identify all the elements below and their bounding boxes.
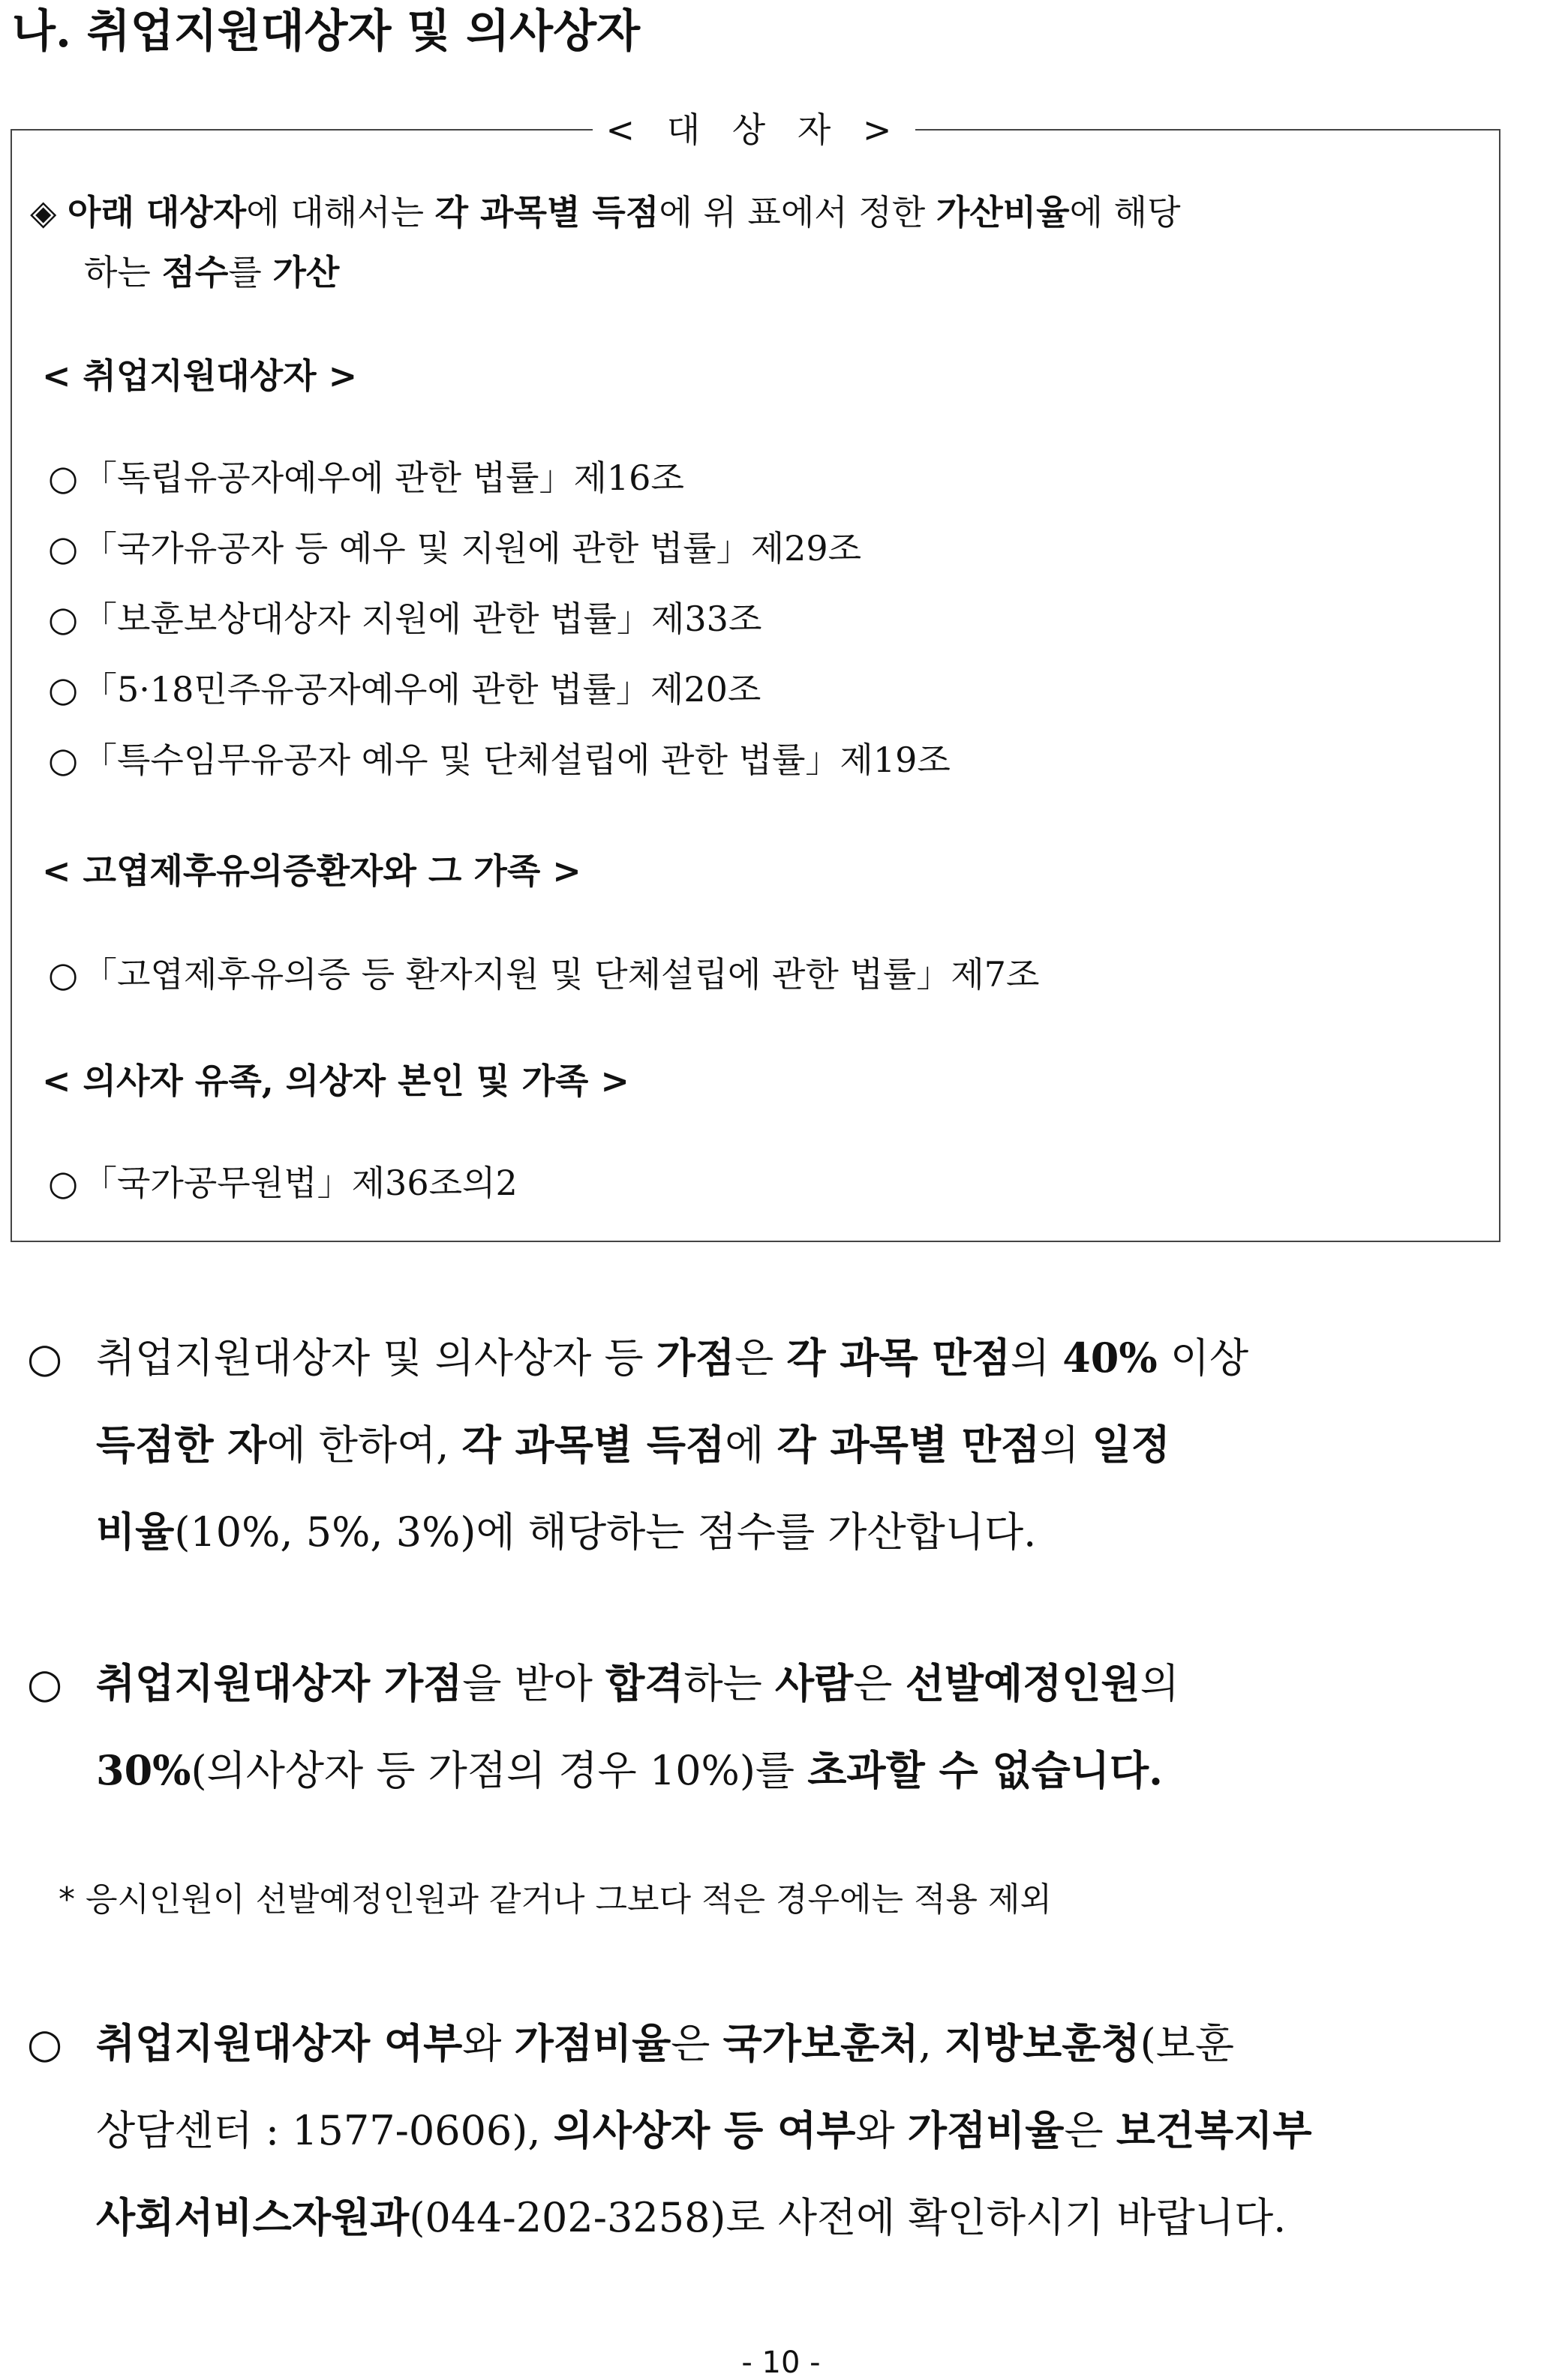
para-text: (10%, 5%, 3%)에 해당하는 점수를 가산합니다. bbox=[174, 1508, 1037, 1556]
list-item-text: 「고엽제후유의증 등 환자지원 및 단체설립에 관한 법률」제7조 bbox=[83, 954, 1040, 995]
intro-text: 에 위 표에서 정한 bbox=[659, 192, 936, 233]
para-text: 은 bbox=[1064, 2107, 1116, 2154]
circle-bullet-icon: ○ bbox=[48, 669, 79, 710]
footnote: * 응시인원이 선발예정인원과 같거나 그보다 적은 경우에는 적용 제외 bbox=[59, 1880, 1052, 1919]
para-text: 합격 bbox=[605, 1659, 684, 1707]
para1-line1 bbox=[27, 1328, 1248, 1388]
para-text: 가점비율 bbox=[907, 2106, 1065, 2154]
list-item bbox=[48, 525, 861, 572]
intro-text: 를 bbox=[228, 252, 273, 293]
para-text: 의 bbox=[1040, 1421, 1092, 1469]
para-text: 국가보훈처 bbox=[722, 2019, 919, 2067]
intro-text: 가산비율 bbox=[936, 192, 1070, 233]
para-text: (보훈 bbox=[1140, 2020, 1235, 2067]
para-text: 을 받아 bbox=[462, 1660, 606, 1707]
circle-bullet-icon: ○ bbox=[27, 2020, 63, 2067]
diamond-marker-icon: ◈ bbox=[30, 192, 57, 233]
para-text: 일정 bbox=[1092, 1421, 1170, 1469]
para-text: 사람 bbox=[774, 1659, 854, 1707]
para3-line3 bbox=[96, 2187, 1286, 2248]
para-text: 하는 bbox=[683, 1660, 775, 1707]
para-text: 은 bbox=[734, 1334, 787, 1382]
circle-bullet-icon: ○ bbox=[48, 1163, 79, 1203]
intro-text: 에 해당 bbox=[1069, 192, 1181, 233]
list-item-text: 「보훈보상대상자 지원에 관한 법률」제33조 bbox=[83, 599, 762, 639]
list-item bbox=[48, 596, 761, 642]
para-text: 득점한 자 bbox=[96, 1421, 267, 1469]
list-item-text: 「특수임무유공자 예우 및 단체설립에 관한 법률」제19조 bbox=[83, 740, 951, 780]
list-item-text: 「5·18민주유공자예우에 관한 법률」제20조 bbox=[83, 669, 761, 710]
circle-bullet-icon: ○ bbox=[48, 954, 79, 995]
para-text: 지방보훈청 bbox=[944, 2019, 1140, 2067]
para3-line1 bbox=[27, 2013, 1234, 2074]
intro-text: 가산 bbox=[272, 252, 340, 293]
para-text: 각 과목 만점 bbox=[786, 1334, 1011, 1382]
para2-line1 bbox=[27, 1653, 1179, 1714]
para-text: 취업지원대상자 여부 bbox=[96, 2019, 463, 2067]
para-text: 에 한하여, bbox=[266, 1421, 462, 1469]
box-title: < 대 상 자 > bbox=[593, 104, 915, 156]
list-item bbox=[48, 666, 761, 713]
intro-text: 각 과목별 득점 bbox=[434, 192, 659, 233]
circle-bullet-icon: ○ bbox=[48, 458, 79, 498]
para-text: 각 과목별 만점 bbox=[776, 1421, 1041, 1469]
para-text: 초과할 수 없습니다. bbox=[807, 1746, 1163, 1794]
intro-text: 점수 bbox=[161, 252, 229, 293]
list-item bbox=[48, 737, 951, 783]
para-text: 의 bbox=[1010, 1334, 1063, 1382]
circle-bullet-icon: ○ bbox=[48, 740, 79, 780]
list-item-text: 「독립유공자예우에 관한 법률」제16조 bbox=[83, 458, 684, 498]
circle-bullet-icon: ○ bbox=[48, 599, 79, 639]
para2-line2 bbox=[96, 1740, 1163, 1801]
para-text: , bbox=[918, 2020, 945, 2067]
intro-text: 하는 bbox=[84, 252, 162, 293]
para-text: 의사상자 등 여부 bbox=[553, 2106, 856, 2154]
para-text: 에 bbox=[725, 1421, 777, 1469]
para-text: 취업지원대상자 및 의사상자 등 bbox=[96, 1334, 656, 1382]
list-item bbox=[48, 455, 684, 501]
para-text: 이상 bbox=[1157, 1334, 1249, 1382]
para-text: 40% bbox=[1062, 1334, 1158, 1382]
para-text: 은 bbox=[671, 2020, 723, 2067]
list-item-text: 「국가유공자 등 예우 및 지원에 관한 법률」제29조 bbox=[83, 528, 862, 569]
para-text: 보건복지부 bbox=[1116, 2106, 1312, 2154]
list-item bbox=[48, 951, 1039, 998]
para-text: 30% bbox=[96, 1746, 191, 1794]
para-text: 와 bbox=[462, 2020, 515, 2067]
circle-bullet-icon: ○ bbox=[27, 1334, 63, 1382]
para-text: 상담센터 : 1577-0606), bbox=[96, 2107, 554, 2154]
para3-line2 bbox=[96, 2100, 1312, 2161]
para-text: 은 bbox=[853, 1660, 906, 1707]
para-text: 가점 bbox=[656, 1334, 735, 1382]
para-text: 와 bbox=[855, 2107, 908, 2154]
para-text: 선발예정인원 bbox=[905, 1659, 1140, 1707]
list-item bbox=[48, 1160, 518, 1206]
box-intro-line2 bbox=[84, 249, 339, 296]
box-intro-line1 bbox=[30, 189, 1181, 236]
section-title-righteous-persons: < 의사자 유족, 의상자 본인 및 가족 > bbox=[42, 1061, 629, 1101]
para-text: 의 bbox=[1140, 1660, 1179, 1707]
circle-bullet-icon: ○ bbox=[27, 1660, 63, 1707]
circle-bullet-icon: ○ bbox=[48, 528, 79, 569]
page-number: - 10 - bbox=[741, 2345, 821, 2380]
para-text: 취업지원대상자 가점 bbox=[96, 1659, 463, 1707]
list-item-text: 「국가공무원법」제36조의2 bbox=[83, 1163, 518, 1203]
intro-text: 에 대해서는 bbox=[246, 192, 435, 233]
para-text: 사회서비스자원과 bbox=[96, 2193, 410, 2241]
section-title-employment-support: < 취업지원대상자 > bbox=[42, 356, 358, 396]
para-text: 가점비율 bbox=[514, 2019, 671, 2067]
intro-text: 아래 대상자 bbox=[68, 192, 247, 233]
para1-line3 bbox=[96, 1502, 1036, 1562]
para1-line2 bbox=[96, 1415, 1170, 1475]
para-text: 비율 bbox=[96, 1508, 175, 1556]
para-text: (의사상자 등 가점의 경우 10%)를 bbox=[191, 1747, 808, 1794]
para-text: 각 과목별 득점 bbox=[461, 1421, 725, 1469]
para-text: (044-202-3258)로 사전에 확인하시기 바랍니다. bbox=[409, 2194, 1287, 2241]
section-title-agent-orange: < 고엽제후유의증환자와 그 가족 > bbox=[42, 851, 581, 891]
section-heading: 나. 취업지원대상자 및 의사상자 bbox=[12, 5, 641, 58]
